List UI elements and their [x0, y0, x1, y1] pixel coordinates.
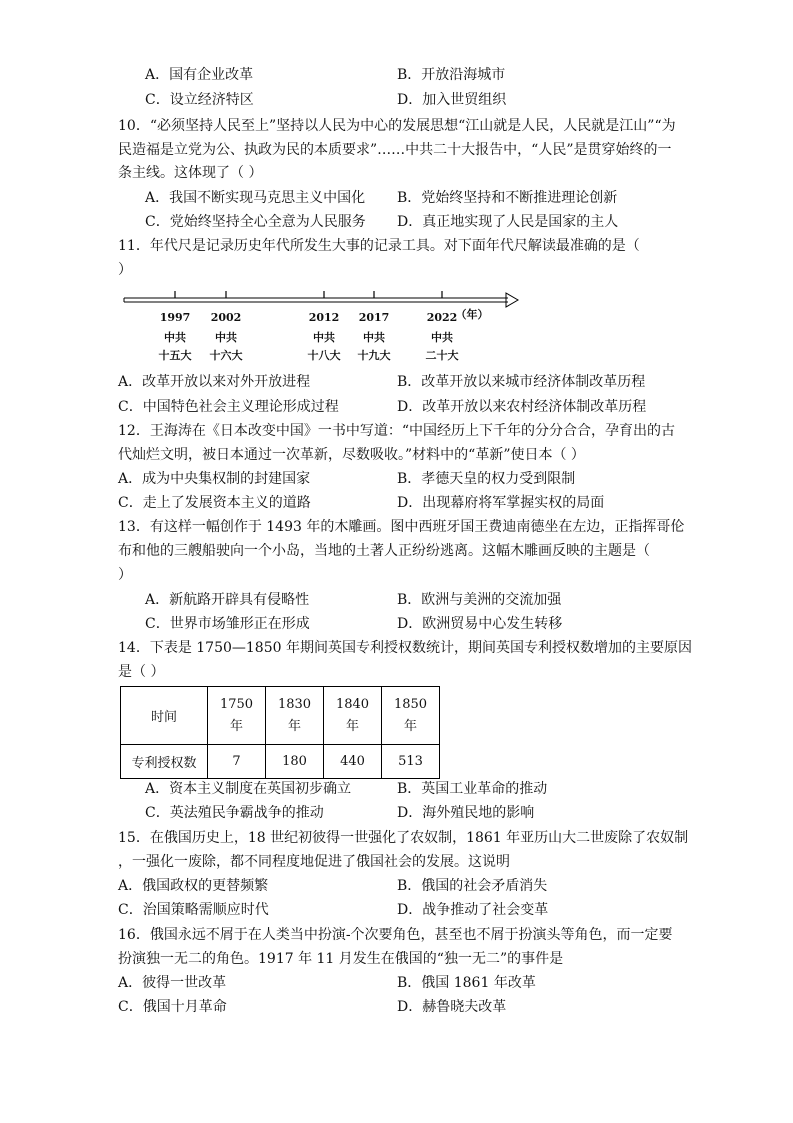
- q14-option-d[interactable]: D．海外殖民地的影响: [397, 805, 535, 821]
- q15-option-c[interactable]: C．治国策略需顺应时代: [118, 902, 269, 918]
- table-value-1830: 180: [266, 745, 324, 779]
- q13-stem-line3: ）: [118, 567, 132, 583]
- q11-stem-line1: 11．年代尺是记录历史年代所发生大事的记录工具。对下面年代尺解读最准确的是（: [118, 238, 640, 254]
- table-header-time: 时间: [121, 687, 208, 745]
- q13-stem-line1: 13．有这样一幅创作于 1493 年的木雕画。图中西班牙国王费迪南德坐在左边，正指挥哥伦: [118, 519, 685, 535]
- timeline-event-2012-line1: 中共: [313, 331, 335, 344]
- timeline-event-2022-line2: 二十大: [425, 349, 459, 362]
- q10-stem-line1: 10．“必须坚持人民至上”坚持以人民为中心的发展思想“江山就是人民，人民就是江山”“为: [118, 118, 676, 134]
- q11-option-b[interactable]: B．改革开放以来城市经济体制改革历程: [397, 374, 646, 390]
- q14-option-b[interactable]: B．英国工业革命的推动: [397, 781, 548, 797]
- q9-option-b[interactable]: B．开放沿海城市: [397, 67, 506, 83]
- q14-stem-line2: 是（ ）: [118, 664, 165, 680]
- q10-option-c[interactable]: C．党始终坚持全心全意为人民服务: [145, 214, 366, 230]
- q11-option-d[interactable]: D．改革开放以来农村经济体制改革历程: [397, 399, 647, 415]
- timeline-event-2002-line2: 十六大: [209, 349, 243, 362]
- timeline-event-2012-line2: 十八大: [307, 349, 341, 362]
- q9-option-c[interactable]: C．设立经济特区: [145, 92, 254, 108]
- timeline-event-2017-line2: 十九大: [357, 349, 391, 362]
- q10-option-a[interactable]: A．我国不断实现马克思主义中国化: [145, 190, 366, 206]
- q10-stem-line2: 民造福是立党为公、执政为民的本质要求”……中共二十大报告中，“人民”是贯穿始终的一: [118, 142, 672, 158]
- q11-option-c[interactable]: C．中国特色社会主义理论形成过程: [118, 399, 339, 415]
- timeline-year-2002: 2002: [210, 311, 242, 324]
- q16-option-c[interactable]: C．俄国十月革命: [118, 999, 227, 1015]
- patent-statistics-table: [120, 686, 440, 779]
- timeline-year-2022: 2022: [426, 311, 458, 324]
- timeline-event-1997-line2: 十五大: [158, 349, 192, 362]
- q15-option-d[interactable]: D．战争推动了社会变革: [397, 902, 549, 918]
- q12-stem-line2: 代灿烂文明，被日本通过一次革新，尽数吸收。”材料中的“革新”使日本（ ）: [118, 447, 585, 463]
- q9-option-d[interactable]: D．加入世贸组织: [397, 92, 507, 108]
- timeline-year-2017: 2017: [358, 311, 390, 324]
- q11-option-a[interactable]: A．改革开放以来对外开放进程: [118, 374, 311, 390]
- table-year-1750: 1750 年: [208, 687, 266, 745]
- q16-stem-line1: 16．俄国永远不屑于在人类当中扮演-个次要角色，甚至也不屑于扮演头等角色，而一定要: [118, 927, 673, 943]
- q12-stem-line1: 12．王海涛在《日本改变中国》一书中写道：“中国经历上下千年的分分合合，孕育出的古: [118, 423, 675, 439]
- q15-stem-line1: 15．在俄国历史上，18 世纪初彼得一世强化了农奴制，1861 年亚历山大二世废除了农奴制: [118, 830, 689, 846]
- q13-option-d[interactable]: D．欧洲贸易中心发生转移: [397, 616, 563, 632]
- table-row-label-patents: 专利授权数: [121, 745, 208, 779]
- timeline-event-2017-line1: 中共: [363, 331, 385, 344]
- q14-option-a[interactable]: A．资本主义制度在英国初步确立: [145, 781, 352, 797]
- q12-option-a[interactable]: A．成为中央集权制的封建国家: [118, 471, 311, 487]
- q9-option-a[interactable]: A．国有企业改革: [145, 67, 254, 83]
- q13-option-a[interactable]: A．新航路开辟具有侵略性: [145, 592, 310, 608]
- q14-stem-line1: 14．下表是 1750—1850 年期间英国专利授权数统计，期间英国专利授权数增加的主要原因: [118, 640, 692, 656]
- q16-option-a[interactable]: A．彼得一世改革: [118, 975, 227, 991]
- q15-option-a[interactable]: A．俄国政权的更替频繁: [118, 878, 269, 894]
- table-value-1750: 7: [208, 745, 266, 779]
- q13-option-c[interactable]: C．世界市场雏形正在形成: [145, 616, 310, 632]
- table-year-1840: 1840 年: [324, 687, 382, 745]
- table-value-1850: 513: [382, 745, 440, 779]
- table-year-1830: 1830 年: [266, 687, 324, 745]
- q13-option-b[interactable]: B．欧洲与美洲的交流加强: [397, 592, 562, 608]
- q12-option-d[interactable]: D．出现幕府将军掌握实权的局面: [397, 495, 605, 511]
- timeline-event-2002-line1: 中共: [215, 331, 237, 344]
- q14-option-c[interactable]: C．英法殖民争霸战争的推动: [145, 805, 324, 821]
- q11-stem-line2: ）: [118, 262, 132, 278]
- timeline-event-1997-line1: 中共: [164, 331, 186, 344]
- timeline-year-2012: 2012: [308, 311, 340, 324]
- q16-stem-line2: 扮演独一无二的角色。1917 年 11 月发生在俄国的“独一无二”的事件是: [118, 951, 564, 967]
- q10-option-d[interactable]: D．真正地实现了人民是国家的主人: [397, 214, 619, 230]
- q12-option-c[interactable]: C．走上了发展资本主义的道路: [118, 495, 311, 511]
- q10-stem-line3: 条主线。这体现了（ ）: [118, 165, 263, 181]
- q10-option-b[interactable]: B．党始终坚持和不断推进理论创新: [397, 190, 618, 206]
- table-year-1850: 1850 年: [382, 687, 440, 745]
- timeline-year-1997: 1997: [159, 311, 191, 324]
- q15-stem-line2: ，一强化一废除，都不同程度地促进了俄国社会的发展。这说明: [118, 854, 510, 870]
- table-value-1840: 440: [324, 745, 382, 779]
- q16-option-d[interactable]: D．赫鲁晓夫改革: [397, 999, 507, 1015]
- q16-option-b[interactable]: B．俄国 1861 年改革: [397, 975, 536, 991]
- timeline-unit: （年）: [455, 308, 489, 321]
- q12-option-b[interactable]: B．孝德天皇的权力受到限制: [397, 471, 576, 487]
- q15-option-b[interactable]: B．俄国的社会矛盾消失: [397, 878, 548, 894]
- timeline-event-2022-line1: 中共: [431, 331, 453, 344]
- q13-stem-line2: 布和他的三艘船驶向一个小岛，当地的土著人正纷纷逃离。这幅木雕画反映的主题是（: [118, 543, 650, 559]
